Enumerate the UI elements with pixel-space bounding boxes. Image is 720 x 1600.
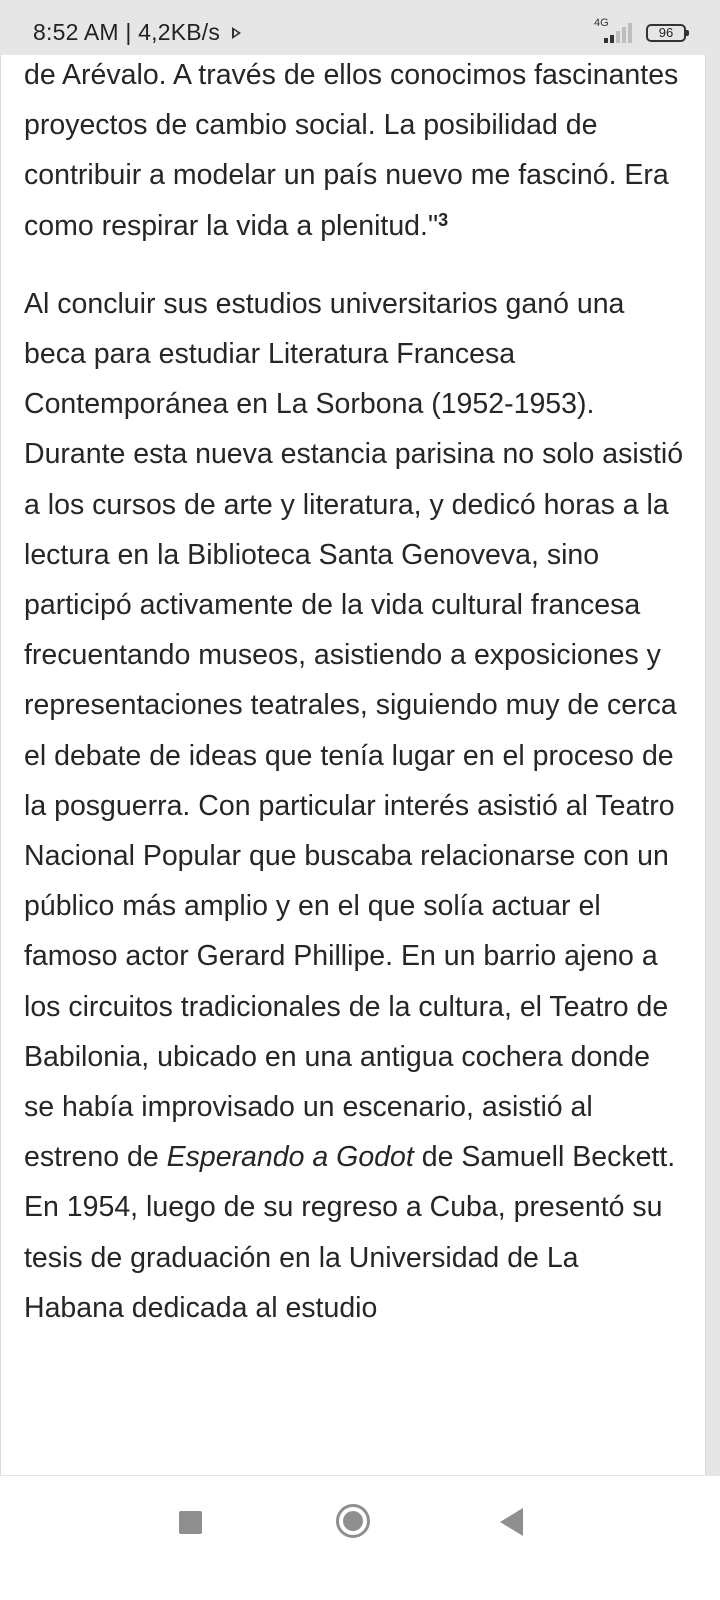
status-right (592, 17, 686, 46)
battery-icon (646, 24, 686, 42)
paragraph-1 (24, 55, 684, 251)
circle-home-icon[interactable] (336, 1504, 370, 1538)
battery-level: 96 (658, 25, 674, 40)
status-left (33, 19, 241, 46)
navigation-bar (0, 1475, 720, 1600)
article-viewport[interactable] (0, 55, 706, 1475)
status-time-speed: 8:52 AM | 4,2KB/s (33, 19, 221, 45)
triangle-back-icon[interactable] (500, 1508, 523, 1536)
cell-signal-icon (592, 17, 636, 46)
status-bar (0, 0, 720, 55)
play-arrow-icon (232, 27, 241, 39)
article-body (24, 55, 684, 1361)
book-title: Esperando a Godot (166, 1141, 414, 1174)
network-type-label: 4G (594, 17, 609, 29)
paragraph-2-text-start: Al concluir sus estudios universitarios ganó una beca para estudiar Literatura Francesa Contemporánea en La Sorbona (1952-1953). Durante esta nueva estancia parisina no solo asistió a los cursos de arte y literatura, y dedicó horas a la lectura en la Biblioteca Santa Genoveva, sino participó activamente de la vida cultural francesa frecuentando museos, asistiendo a exposiciones y representaciones teatrales, siguiendo muy de cerca el debate de ideas que tenía lugar en el proceso de la posguerra. Con particular interés asistió al Teatro Nacional Popular que buscaba relacionarse con un público más amplio y en el que solía actuar el famoso actor Gerard Phillipe. En un barrio ajeno a los circuitos tradicionales de la cultura, el Teatro de Babilonia, ubicado en una antigua cochera donde se había improvisado un escenario, asistió al estreno de (24, 287, 684, 1174)
paragraph-2-text-end: de Samuell Beckett. En 1954, luego de su regreso a Cuba, presentó su tesis de graduación en la Universidad de La Habana dedicada al estudio (24, 1141, 676, 1324)
square-recents-icon[interactable] (179, 1511, 202, 1534)
paragraph-1-text: de Arévalo. A través de ellos conocimos fascinantes proyectos de cambio social. La posibilidad de contribuir a modelar un país nuevo me fascinó. Era como respirar la vida a plenitud." (24, 59, 679, 242)
paragraph-2 (24, 279, 684, 1333)
footnote-reference[interactable]: 3 (438, 209, 449, 230)
